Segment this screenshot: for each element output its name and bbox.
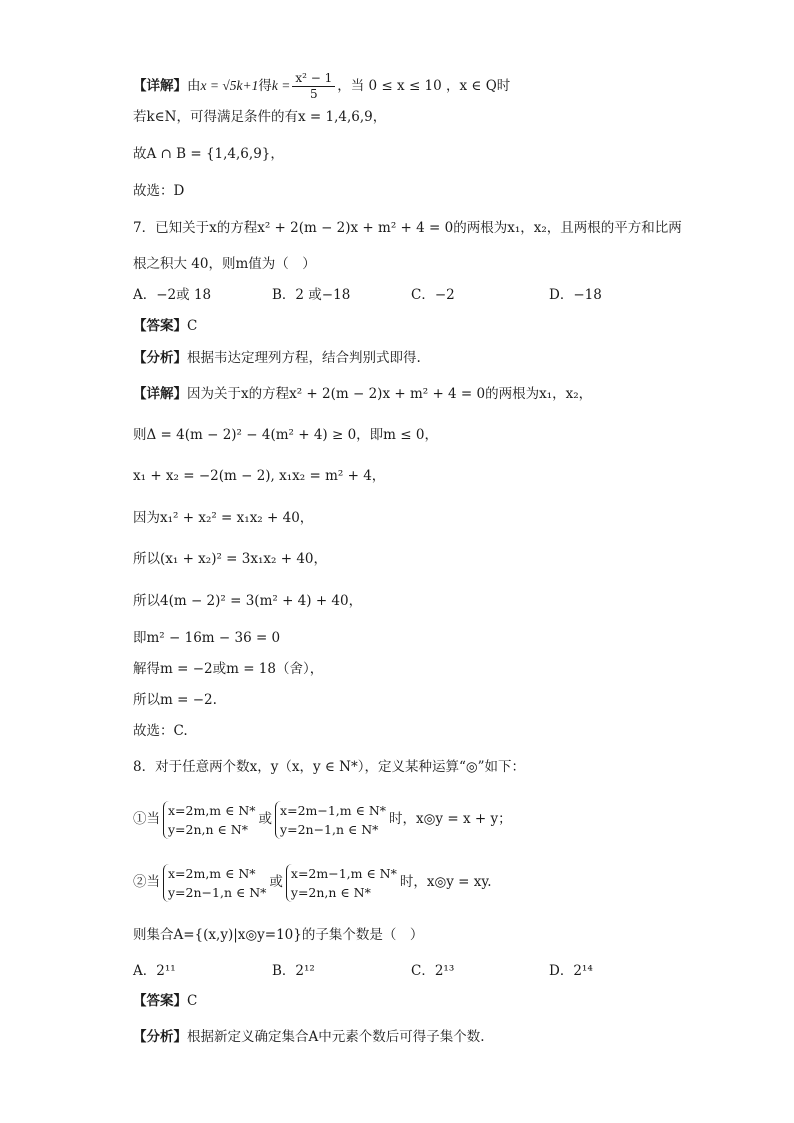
- q8-case2: [133, 862, 492, 902]
- q7-stem-line2: 根之积大 40，则m值为（ ）: [133, 256, 316, 272]
- sys-row: x=2m,m ∈ N*: [168, 802, 256, 818]
- q7-detail-line10: 故选：C.: [133, 723, 188, 739]
- q7-detail-line9: 所以m = −2.: [133, 692, 217, 708]
- q8-stem: 8．对于任意两个数x，y（x，y ∈ N*），定义某种运算“◎”如下：: [133, 759, 526, 775]
- formula: x = √5k+1: [200, 78, 259, 93]
- q8-option-a: A．2¹¹: [133, 963, 176, 979]
- q7-detail-line8: 解得m = −2或m = 18（舍），: [133, 661, 324, 677]
- q7-options: [133, 285, 653, 305]
- analysis-tag: 【分析】: [133, 1029, 187, 1045]
- q7-detail-line5: 所以(x₁ + x₂)² = 3x₁x₂ + 40，: [133, 551, 327, 567]
- q6-detail-line1: [133, 71, 510, 102]
- case2-system-a: [163, 864, 266, 902]
- sys-row: x=2m−1,m ∈ N*: [290, 865, 397, 881]
- q7-option-b: B．2 或−18: [272, 287, 351, 303]
- answer-tag: 【答案】: [133, 993, 187, 1009]
- q8-analysis: [133, 1027, 485, 1047]
- sys-row: y=2n−1,n ∈ N*: [280, 821, 379, 837]
- detail-text: 因为关于x的方程x² + 2(m − 2)x + m² + 4 = 0的两根为x₁，x₂，: [187, 386, 593, 402]
- case2-or: 或: [269, 874, 283, 890]
- analysis-text: 根据新定义确定集合A中元素个数后可得子集个数.: [187, 1029, 485, 1045]
- case2-suffix: 时，x◎y = xy.: [399, 874, 492, 890]
- q8-question: 则集合A={(x,y)|x◎y=10}的子集个数是（ ）: [133, 927, 424, 943]
- q7-analysis: [133, 348, 421, 368]
- case1-or: 或: [258, 811, 273, 827]
- q7-detail-line4: 因为x₁² + x₂² = x₁x₂ + 40，: [133, 510, 314, 526]
- analysis-text: 根据韦达定理列方程，结合判别式即得.: [187, 350, 421, 366]
- fraction-numerator: x² − 1: [292, 71, 335, 87]
- sys-row: y=2n,n ∈ N*: [290, 884, 371, 900]
- q7-detail-line3: x₁ + x₂ = −2(m − 2), x₁x₂ = m² + 4，: [133, 468, 386, 484]
- answer-value: C: [187, 318, 198, 334]
- analysis-tag: 【分析】: [133, 350, 187, 366]
- sys-row: x=2m,m ∈ N*: [168, 865, 256, 881]
- q8-option-c: C．2¹³: [411, 963, 455, 979]
- text: 由: [187, 78, 201, 94]
- case2-prefix: ②当: [133, 874, 160, 890]
- q7-option-a: A．−2或 18: [133, 287, 212, 303]
- case1-prefix: ①当: [133, 811, 160, 827]
- answer-tag: 【答案】: [133, 318, 187, 334]
- q8-option-d: D．2¹⁴: [549, 963, 593, 979]
- sys-row: x=2m−1,m ∈ N*: [280, 802, 387, 818]
- q7-answer: [133, 316, 197, 336]
- q7-detail-line1: [133, 384, 592, 404]
- detail-tag: 【详解】: [133, 386, 187, 402]
- q8-options: [133, 961, 653, 981]
- q8-case1: [133, 799, 512, 839]
- sys-row: y=2n,n ∈ N*: [168, 821, 248, 837]
- q8-answer: [133, 991, 197, 1011]
- q7-stem-line1: 7．已知关于x的方程x² + 2(m − 2)x + m² + 4 = 0的两根为x₁，x₂，且两根的平方和比两: [133, 220, 682, 236]
- sys-row: y=2n−1,n ∈ N*: [168, 884, 267, 900]
- fraction: [292, 71, 335, 102]
- case1-system-b: [275, 801, 386, 839]
- text: ，当 0 ≤ x ≤ 10 ，x ∈ Q时: [337, 78, 511, 94]
- case1-system-a: [163, 801, 256, 839]
- case2-system-b: [286, 864, 397, 902]
- q7-option-c: C．−2: [411, 287, 455, 303]
- q7-detail-line6: 所以4(m − 2)² = 3(m² + 4) + 40，: [133, 593, 363, 609]
- q7-detail-line7: 即m² − 16m − 36 = 0: [133, 630, 281, 646]
- q8-option-b: B．2¹²: [272, 963, 315, 979]
- q7-detail-line2: 则Δ = 4(m − 2)² − 4(m² + 4) ≥ 0，即m ≤ 0，: [133, 427, 438, 443]
- q6-detail-line2: 若k∈N，可得满足条件的有x = 1,4,6,9，: [133, 109, 387, 125]
- text: 得: [258, 78, 272, 94]
- q7-option-d: D．−18: [549, 287, 602, 303]
- case1-suffix: 时，x◎y = x + y；: [389, 811, 512, 827]
- formula: k =: [271, 78, 291, 93]
- q6-detail-line4: 故选：D: [133, 183, 185, 199]
- fraction-denominator: 5: [309, 87, 318, 101]
- q6-detail-line3: 故A ∩ B = {1,4,6,9}，: [133, 146, 284, 162]
- answer-value: C: [187, 993, 198, 1009]
- detail-tag: 【详解】: [133, 78, 187, 94]
